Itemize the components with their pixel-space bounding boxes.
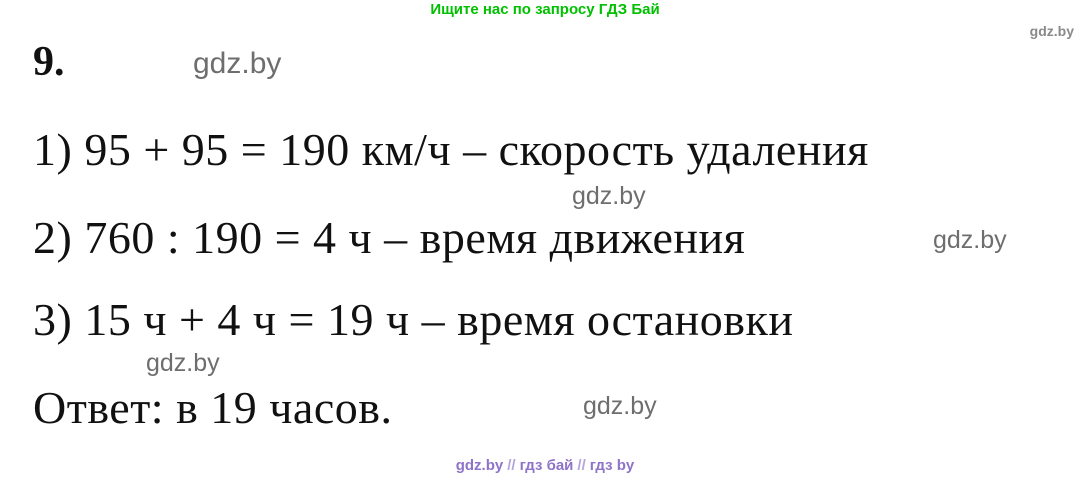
- task-number: 9.: [33, 39, 65, 85]
- watermark-2: gdz.by: [572, 182, 646, 210]
- solution-line-3: 3) 15 ч + 4 ч = 19 ч – время остановки: [33, 294, 794, 345]
- footer-separator-1: //: [507, 457, 516, 474]
- footer-item-3: гдз by: [589, 457, 635, 474]
- footer-item-1: gdz.by: [455, 457, 504, 474]
- footer-separator-2: //: [577, 457, 586, 474]
- watermark-3: gdz.by: [933, 226, 1007, 254]
- watermark-1: gdz.by: [193, 47, 282, 80]
- watermark-5: gdz.by: [583, 392, 657, 420]
- solution-line-2: 2) 760 : 190 = 4 ч – время движения: [33, 212, 746, 263]
- answer-line: Ответ: в 19 часов.: [33, 382, 393, 433]
- corner-watermark: gdz.by: [1029, 23, 1074, 39]
- solution-line-1: 1) 95 + 95 = 190 км/ч – скорость удаления: [33, 124, 869, 175]
- footer-item-2: гдз бай: [519, 457, 574, 474]
- footer-links: [0, 456, 1090, 476]
- watermark-4: gdz.by: [146, 349, 220, 377]
- top-promo-banner: Ищите нас по запросу ГДЗ Бай: [430, 1, 660, 18]
